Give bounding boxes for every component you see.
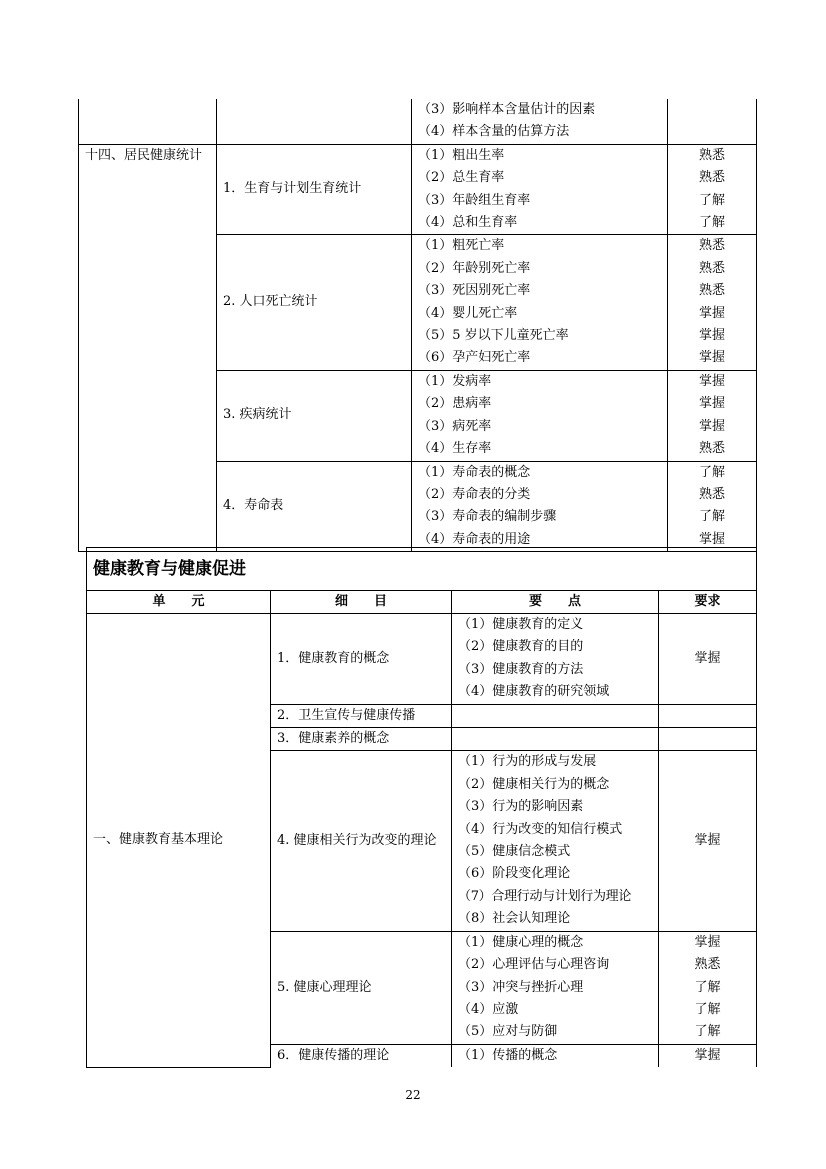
requirement-cell: 掌握 熟悉 了解 了解 了解 <box>659 931 757 1044</box>
table-header-row <box>87 591 757 614</box>
requirement-cell: 熟悉 熟悉 了解 了解 <box>668 144 757 235</box>
table-row <box>79 144 757 235</box>
header-detail: 细 目 <box>271 591 452 614</box>
health-education-syllabus-table <box>86 547 757 1068</box>
detail-cell: 3. 疾病统计 <box>217 370 412 461</box>
points-cell: （3）影响样本含量估计的因素 （4）样本含量的估算方法 <box>412 99 668 144</box>
requirement-cell: 了解 熟悉 了解 掌握 <box>668 461 757 552</box>
unit-cell: 一、健康教育基本理论 <box>87 614 271 1068</box>
points-cell: （1）健康心理的概念 （2）心理评估与心理咨询 （3）冲突与挫折心理 （4）应激 （5）应对与防御 <box>452 931 659 1044</box>
points-cell: （1）发病率 （2）患病率 （3）病死率 （4）生存率 <box>412 370 668 461</box>
detail-cell <box>217 99 412 144</box>
header-unit: 单 元 <box>87 591 271 614</box>
section-title-row <box>87 548 757 591</box>
unit-cell <box>79 99 217 144</box>
points-cell: （1）健康教育的定义 （2）健康教育的目的 （3）健康教育的方法 （4）健康教育的研究领域 <box>452 614 659 705</box>
points-cell <box>452 704 659 727</box>
detail-cell: 4. 健康相关行为改变的理论 <box>271 751 452 931</box>
requirement-cell: 掌握 <box>659 614 757 705</box>
detail-cell: 2. 人口死亡统计 <box>217 235 412 370</box>
requirement-cell <box>659 728 757 751</box>
detail-cell: 3．健康素养的概念 <box>271 728 452 751</box>
requirement-cell <box>659 704 757 727</box>
requirement-cell: 掌握 <box>659 1044 757 1067</box>
table-row <box>87 614 757 705</box>
points-cell: （1）传播的概念 <box>452 1044 659 1067</box>
detail-cell: 4．寿命表 <box>217 461 412 552</box>
detail-cell: 2．卫生宣传与健康传播 <box>271 704 452 727</box>
header-requirement: 要求 <box>659 591 757 614</box>
unit-cell: 十四、居民健康统计 <box>79 144 217 551</box>
detail-cell: 6．健康传播的理论 <box>271 1044 452 1067</box>
points-cell <box>452 728 659 751</box>
detail-cell: 5. 健康心理理论 <box>271 931 452 1044</box>
requirement-cell: 掌握 掌握 掌握 熟悉 <box>668 370 757 461</box>
page-number: 22 <box>405 1088 421 1102</box>
requirement-cell: 掌握 <box>659 751 757 931</box>
detail-cell: 1．健康教育的概念 <box>271 614 452 705</box>
header-points: 要 点 <box>452 591 659 614</box>
statistics-syllabus-table <box>78 99 757 552</box>
points-cell: （1）寿命表的概念 （2）寿命表的分类 （3）寿命表的编制步骤 （4）寿命表的用途 <box>412 461 668 552</box>
points-cell: （1）行为的形成与发展 （2）健康相关行为的概念 （3）行为的影响因素 （4）行为改变的知信行模式 （5）健康信念模式 （6）阶段变化理论 （7）合理行动与计划行为理论 （8）社会认知理论 <box>452 751 659 931</box>
section-title: 健康教育与健康促进 <box>87 548 757 591</box>
table-row <box>79 99 757 144</box>
detail-cell: 1．生育与计划生育统计 <box>217 144 412 235</box>
requirement-cell <box>668 99 757 144</box>
points-cell: （1）粗死亡率 （2）年龄别死亡率 （3）死因别死亡率 （4）婴儿死亡率 （5）5 岁以下儿童死亡率 （6）孕产妇死亡率 <box>412 235 668 370</box>
requirement-cell: 熟悉 熟悉 熟悉 掌握 掌握 掌握 <box>668 235 757 370</box>
points-cell: （1）粗出生率 （2）总生育率 （3）年龄组生育率 （4）总和生育率 <box>412 144 668 235</box>
